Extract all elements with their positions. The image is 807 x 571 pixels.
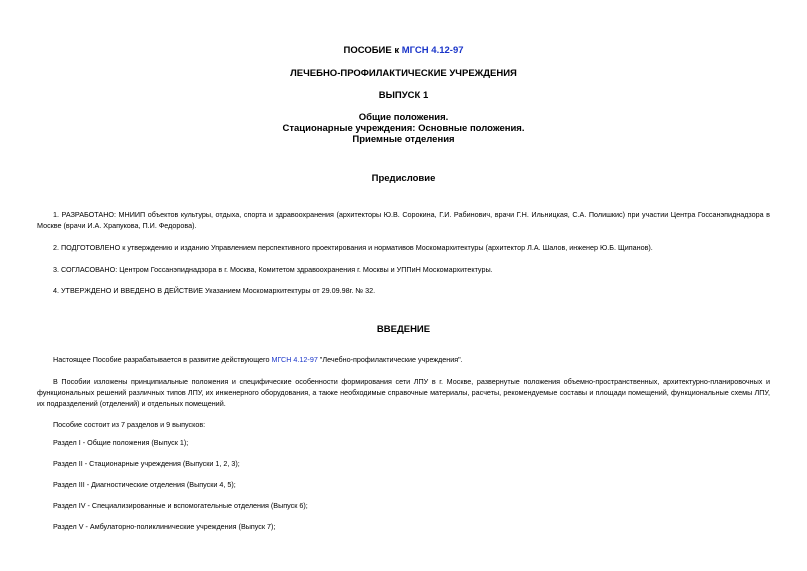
intro-paragraph: В Пособии изложены принципиальные положения и специфические особенности формирования сети ЛПУ в г. Москве, развернутые положения объемно-пространственных, архитектурно-планировочных и функциональных решений различных типов ЛПУ, их инженерного оборудования, а также необходимые справочные материалы, расчеты, рекомендуемые составы и площади помещений, функциональные схемы ЛПУ, их подразделений (отделений) и отдельных помещений.: [37, 377, 770, 408]
section-list-item: Раздел IV - Специализированные и вспомогательные отделения (Выпуск 6);: [53, 501, 308, 510]
intro-paragraph: Пособие состоит из 7 разделов и 9 выпусков:: [53, 420, 206, 429]
topic-line: Приемные отделения: [352, 134, 455, 145]
topic-line: Общие положения.: [358, 112, 449, 123]
foreword-item: 1. РАЗРАБОТАНО: МНИИП объектов культуры, отдыха, спорта и здравоохранения (архитекторы Ю.В. Сорокина, Г.И. Рабинович, врачи Г.Н. Ильницкая, С.А. Полишкис) при участии Центра Госсанэпиднадзора в Москве (врачи И.А. Храпукова, П.И. Федорова).: [37, 210, 770, 230]
foreword-item: 3. СОГЛАСОВАНО: Центром Госсанэпиднадзора в г. Москва, Комитетом здравоохранения г. Москвы и УППиН Москомархитектуры.: [53, 265, 493, 274]
mgsn-link[interactable]: МГСН 4.12-97: [401, 45, 464, 56]
foreword-item: 2. ПОДГОТОВЛЕНО к утверждению и изданию Управлением перспективного проектирования и нормативов Москомархитектуры (архитектор Л.А. Шалов, инженер Ю.Б. Щипанов).: [53, 243, 653, 252]
intro-text: "Лечебно-профилактические учреждения".: [317, 355, 463, 364]
section-list-item: Раздел V - Амбулаторно-поликлинические учреждения (Выпуск 7);: [53, 522, 276, 531]
intro-paragraph: [37, 354, 770, 365]
title-prefix: ПОСОБИЕ к: [343, 45, 402, 56]
document-title: [0, 45, 807, 57]
section-list-item: Раздел III - Диагностические отделения (Выпуски 4, 5);: [53, 480, 236, 489]
section-list-item: Раздел II - Стационарные учреждения (Выпуски 1, 2, 3);: [53, 459, 240, 468]
foreword-item: 4. УТВЕРЖДЕНО И ВВЕДЕНО В ДЕЙСТВИЕ Указанием Москомархитектуры от 29.09.98г. № 32.: [53, 286, 376, 295]
intro-heading: ВВЕДЕНИЕ: [376, 324, 431, 335]
section-list-item: Раздел I - Общие положения (Выпуск 1);: [53, 438, 189, 447]
topic-line: Стационарные учреждения: Основные положения.: [282, 123, 525, 134]
document-subtitle: ЛЕЧЕБНО-ПРОФИЛАКТИЧЕСКИЕ УЧРЕЖДЕНИЯ: [290, 68, 517, 79]
mgsn-link[interactable]: МГСН 4.12-97: [271, 355, 318, 364]
intro-text: Настоящее Пособие разрабатывается в развитие действующего: [53, 355, 272, 364]
issue-number: ВЫПУСК 1: [378, 90, 429, 101]
foreword-heading: Предисловие: [371, 173, 436, 184]
